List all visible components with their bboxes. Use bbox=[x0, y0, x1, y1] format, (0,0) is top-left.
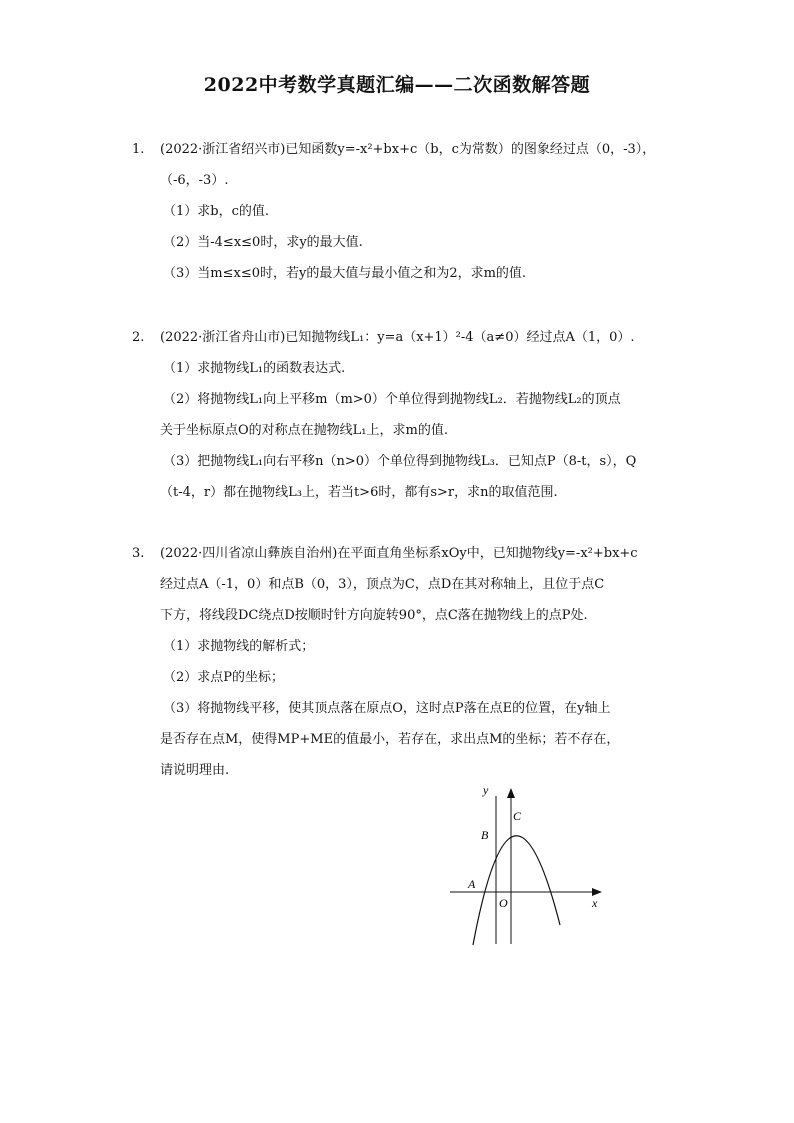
y-axis-arrow-icon bbox=[507, 788, 515, 798]
question-line: （-6，-3）. bbox=[160, 173, 229, 188]
question-line: （1）求b，c的值. bbox=[163, 204, 270, 219]
question-line: （3）把抛物线L₁向右平移n（n>0）个单位得到抛物线L₃．已知点P（8-t，s），Q bbox=[163, 454, 637, 469]
question-2 bbox=[132, 322, 672, 508]
question-line: （t-4，r）都在抛物线L₃上，若当t>6时，都有s>r，求n的取值范围. bbox=[160, 485, 558, 500]
question-line: (2022·浙江省舟山市)已知抛物线L₁：y=a（x+1）²-4（a≠0）经过点A（1，0）. bbox=[160, 330, 635, 345]
parabola-curve bbox=[473, 836, 560, 945]
question-line: （1）求抛物线的解析式； bbox=[163, 639, 315, 654]
question-line: 下方，将线段DC绕点D按顺时针方向旋转90°，点C落在抛物线上的点P处. bbox=[160, 608, 588, 623]
page-title: 2022中考数学真题汇编——二次函数解答题 bbox=[203, 74, 591, 96]
question-line: （3）当m≤x≤0时，若y的最大值与最小值之和为2，求m的值. bbox=[163, 266, 527, 281]
x-axis-arrow-icon bbox=[592, 888, 602, 896]
question-line: (2022·四川省凉山彝族自治州)在平面直角坐标系xOy中，已知抛物线y=-x²+bx+c bbox=[160, 546, 638, 561]
question-line: 是否存在点M，使得MP+ME的值最小，若存在，求出点M的坐标；若不存在， bbox=[160, 732, 620, 747]
question-1 bbox=[132, 134, 672, 289]
question-line: （2）将抛物线L₁向上平移m（m>0）个单位得到抛物线L₂．若抛物线L₂的顶点 bbox=[163, 392, 621, 407]
question-line: 经过点A（-1，0）和点B（0，3），顶点为C，点D在其对称轴上，且位于点C bbox=[160, 577, 605, 592]
point-b-label: B bbox=[481, 828, 489, 842]
question-3 bbox=[132, 538, 672, 786]
question-line: （1）求抛物线L₁的函数表达式. bbox=[163, 361, 346, 376]
question-line: 关于坐标原点O的对称点在抛物线L₁上，求m的值. bbox=[160, 423, 448, 438]
question-line: （3）将抛物线平移，使其顶点落在原点O，这时点P落在点E的位置，在y轴上 bbox=[163, 701, 611, 716]
x-axis-label: x bbox=[592, 896, 598, 910]
point-c-label: C bbox=[513, 809, 522, 823]
question-number: 1. bbox=[132, 142, 145, 157]
question-line: (2022·浙江省绍兴市)已知函数y=-x²+bx+c（b，c为常数）的图象经过点（0，-3）， bbox=[160, 142, 656, 157]
question-number: 2. bbox=[132, 330, 145, 345]
question-number: 3. bbox=[132, 546, 145, 561]
point-a-label: A bbox=[468, 877, 476, 891]
parabola-figure bbox=[446, 782, 611, 947]
origin-label: O bbox=[499, 896, 508, 910]
question-line: （2）求点P的坐标； bbox=[163, 670, 285, 685]
y-axis-label: y bbox=[483, 783, 489, 797]
question-line: 请说明理由. bbox=[160, 763, 230, 778]
question-line: （2）当-4≤x≤0时，求y的最大值. bbox=[163, 235, 363, 250]
